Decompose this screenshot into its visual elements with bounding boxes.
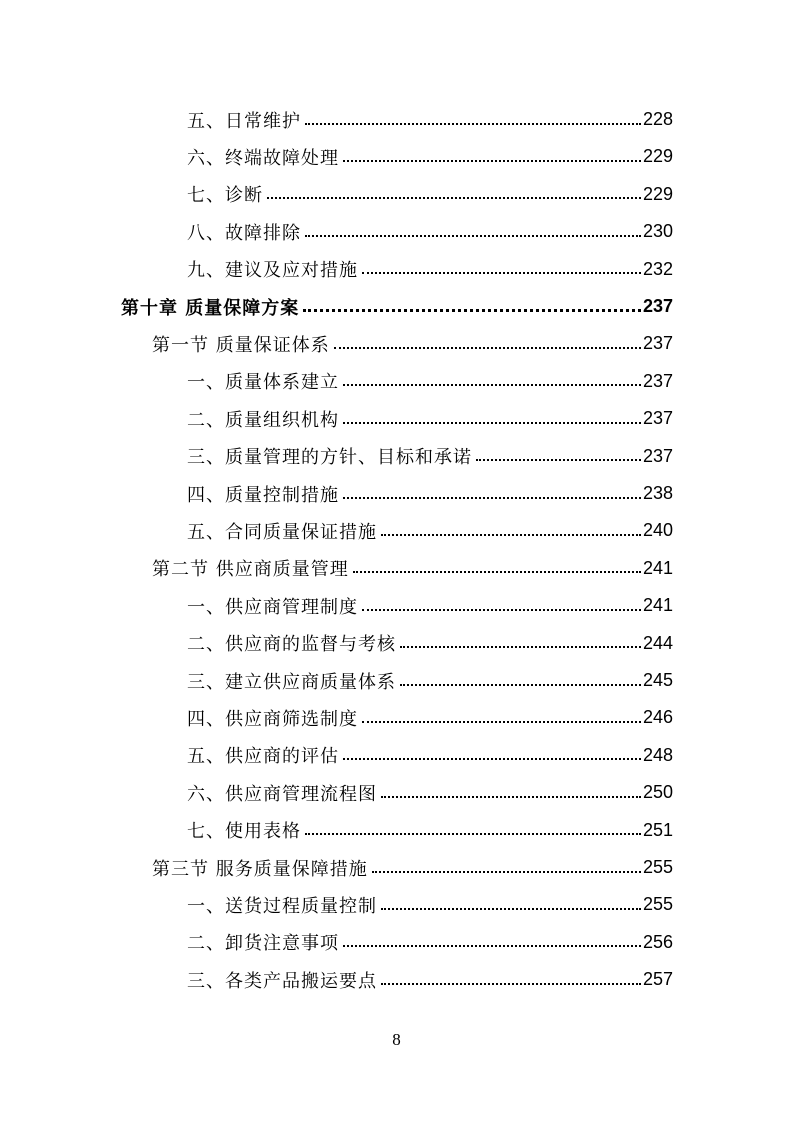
toc-entry-label: 一、供应商管理制度 <box>187 596 358 618</box>
toc-entry[interactable] <box>187 737 673 774</box>
dot-leader <box>343 160 641 162</box>
toc-entry[interactable] <box>187 699 673 736</box>
toc-entry-page: 255 <box>642 857 673 877</box>
toc-entry-label: 二、供应商的监督与考核 <box>187 634 396 656</box>
toc-entry[interactable] <box>187 400 673 437</box>
toc-entry-label: 一、送货过程质量控制 <box>187 895 377 917</box>
dot-leader <box>267 197 641 199</box>
toc-entry[interactable] <box>187 438 673 475</box>
toc-entry-page: 237 <box>642 296 673 316</box>
toc-entry[interactable] <box>187 363 673 400</box>
toc-entry-page: 228 <box>642 109 673 129</box>
toc-entry-label: 八、故障排除 <box>187 222 301 244</box>
toc-entry-page: 230 <box>642 221 673 242</box>
toc-entry-page: 237 <box>642 445 673 466</box>
toc-entry-label: 三、建立供应商质量体系 <box>187 671 396 693</box>
dot-leader <box>343 384 641 386</box>
toc-entry[interactable] <box>152 325 673 362</box>
dot-leader <box>343 422 641 424</box>
dot-leader <box>303 309 641 312</box>
toc-entry-page: 255 <box>642 894 673 915</box>
toc-entry[interactable] <box>187 176 673 213</box>
toc-entry[interactable] <box>187 138 673 175</box>
toc-entry-page: 238 <box>642 483 673 503</box>
dot-leader <box>362 609 641 611</box>
toc-entry[interactable] <box>187 587 673 624</box>
toc-entry-label: 七、诊断 <box>187 185 263 207</box>
toc-entry-label: 第十章 质量保障方案 <box>121 297 300 319</box>
toc-entry-page: 256 <box>642 931 673 952</box>
toc-entry[interactable] <box>187 625 673 662</box>
toc-entry[interactable] <box>187 886 673 923</box>
toc-entry[interactable] <box>187 512 673 549</box>
toc-entry-label: 五、合同质量保证措施 <box>187 521 377 543</box>
toc-entry-label: 五、供应商的评估 <box>187 746 339 768</box>
dot-leader <box>381 534 641 536</box>
toc-entry[interactable] <box>121 288 673 325</box>
toc-entry[interactable] <box>152 849 673 886</box>
page-number: 8 <box>392 1030 401 1049</box>
toc-entry[interactable] <box>187 101 673 138</box>
toc-entry-page: 250 <box>642 782 673 803</box>
toc-entry-page: 245 <box>642 670 673 690</box>
dot-leader <box>343 945 641 947</box>
dot-leader <box>381 983 641 985</box>
toc-entry-label: 一、质量体系建立 <box>187 372 339 394</box>
toc-entry-label: 四、供应商筛选制度 <box>187 708 358 730</box>
toc-entry[interactable] <box>187 812 673 849</box>
toc-entry-page: 241 <box>642 557 673 578</box>
toc-entry[interactable] <box>187 475 673 512</box>
dot-leader <box>381 908 641 910</box>
toc-entry-label: 第三节 服务质量保障措施 <box>152 858 368 880</box>
toc-entry[interactable] <box>187 213 673 250</box>
toc-entry[interactable] <box>187 924 673 961</box>
toc-entry[interactable] <box>187 662 673 699</box>
dot-leader <box>305 123 641 125</box>
toc-entry-page: 229 <box>642 146 673 167</box>
dot-leader <box>305 833 641 835</box>
dot-leader <box>381 796 641 798</box>
dot-leader <box>305 235 641 237</box>
toc-entry-label: 三、各类产品搬运要点 <box>187 970 377 992</box>
toc-entry-label: 七、使用表格 <box>187 821 301 843</box>
dot-leader <box>334 347 641 349</box>
toc-entry[interactable] <box>152 550 673 587</box>
toc-entry-label: 第一节 质量保证体系 <box>152 334 330 356</box>
toc-entry-page: 229 <box>642 183 673 204</box>
toc-entry-label: 第二节 供应商质量管理 <box>152 559 349 581</box>
dot-leader <box>372 871 641 873</box>
toc-entry-label: 九、建议及应对措施 <box>187 260 358 282</box>
dot-leader <box>343 497 641 499</box>
toc-entry-page: 244 <box>642 632 673 653</box>
toc-entry-label: 二、卸货注意事项 <box>187 933 339 955</box>
toc-entry-label: 六、终端故障处理 <box>187 147 339 169</box>
toc-entry-label: 六、供应商管理流程图 <box>187 783 377 805</box>
toc-entry-label: 二、质量组织机构 <box>187 409 339 431</box>
toc-entry-page: 240 <box>642 520 673 541</box>
toc-entry-page: 237 <box>642 370 673 391</box>
toc-entry[interactable] <box>187 251 673 288</box>
toc-entry-page: 251 <box>642 819 673 840</box>
toc-entry[interactable] <box>187 774 673 811</box>
toc-entry-page: 237 <box>642 408 673 429</box>
toc-entry-page: 246 <box>642 707 673 728</box>
toc-entry-page: 241 <box>642 595 673 616</box>
toc-entry-page: 232 <box>642 258 673 279</box>
dot-leader <box>343 758 641 760</box>
toc-entry-page: 257 <box>642 969 673 990</box>
toc-entry-label: 五、日常维护 <box>187 110 301 132</box>
toc-entry[interactable] <box>187 961 673 998</box>
dot-leader <box>362 272 641 274</box>
toc-entry-label: 三、质量管理的方针、目标和承诺 <box>187 447 472 469</box>
toc-entry-label: 四、质量控制措施 <box>187 484 339 506</box>
dot-leader <box>400 646 641 648</box>
dot-leader <box>353 571 641 573</box>
dot-leader <box>400 684 641 686</box>
dot-leader <box>362 721 641 723</box>
toc-entry-page: 248 <box>642 744 673 765</box>
toc-entry-page: 237 <box>642 333 673 354</box>
dot-leader <box>476 459 641 461</box>
